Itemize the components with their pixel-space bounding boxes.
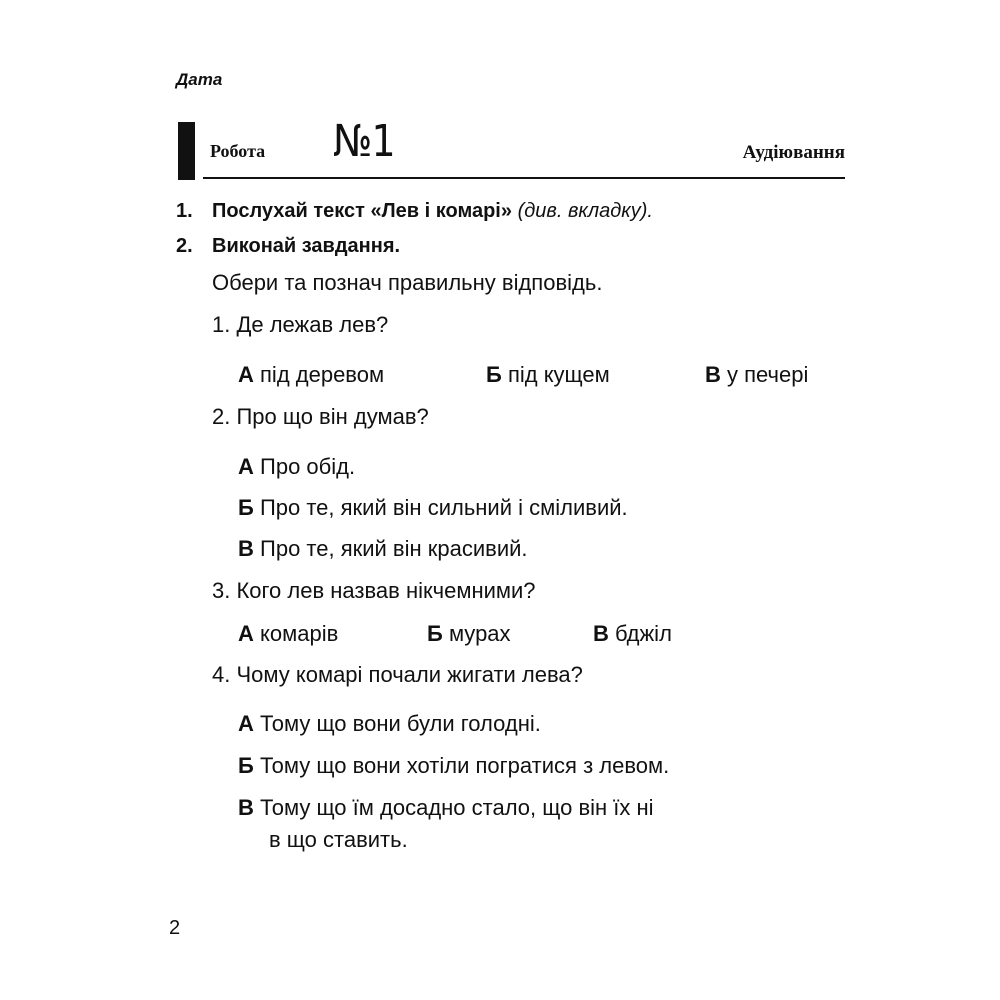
option-letter: Б xyxy=(238,753,254,778)
option-text: Про те, який він сильний і сміливий. xyxy=(259,495,628,520)
option-text: мурах xyxy=(448,621,511,646)
date-label: Дата xyxy=(176,70,223,89)
task-1 xyxy=(176,200,653,223)
header-bar xyxy=(178,122,195,180)
answer-option[interactable] xyxy=(427,621,511,647)
answer-option[interactable] xyxy=(486,362,610,388)
answer-option[interactable] xyxy=(238,536,528,562)
option-text: у печері xyxy=(727,362,809,387)
task-text: Послухай текст «Лев і комарі» xyxy=(212,200,512,222)
option-letter: А xyxy=(238,454,254,479)
option-text: Тому що їм досадно стало, що він їх ні xyxy=(260,795,654,820)
option-letter: В xyxy=(593,621,609,646)
question-4: 4. Чому комарі почали жигати лева? xyxy=(212,662,583,687)
answer-option[interactable] xyxy=(705,362,808,388)
answer-option[interactable] xyxy=(238,753,669,779)
question-2: 2. Про що він думав? xyxy=(212,404,429,429)
header-divider xyxy=(203,177,845,179)
task-number: 1. xyxy=(176,200,193,222)
option-letter: Б xyxy=(486,362,502,387)
option-letter: А xyxy=(238,362,254,387)
option-text: бджіл xyxy=(615,621,672,646)
work-label: Робота xyxy=(210,141,266,161)
option-text: Тому що вони були голодні. xyxy=(260,711,541,736)
option-letter: В xyxy=(705,362,721,387)
option-letter: В xyxy=(238,536,254,561)
option-text: Тому що вони хотіли погратися з левом. xyxy=(259,753,670,778)
answer-option[interactable] xyxy=(593,621,672,647)
option-continuation: в що ставить. xyxy=(269,827,408,852)
option-text: Про обід. xyxy=(260,454,356,479)
task-2 xyxy=(176,235,400,258)
question-1: 1. Де лежав лев? xyxy=(212,312,389,337)
page-number: 2 xyxy=(169,917,181,939)
task-text: Виконай завдання. xyxy=(212,235,401,257)
option-text: під кущем xyxy=(507,362,610,387)
option-letter: А xyxy=(238,621,254,646)
answer-option[interactable] xyxy=(238,621,338,647)
answer-option[interactable] xyxy=(238,454,355,480)
option-letter: В xyxy=(238,795,254,820)
task-note: (див. вкладку). xyxy=(517,200,653,222)
instruction: Обери та познач правильну відповідь. xyxy=(212,270,603,295)
work-number: №1 xyxy=(333,116,395,167)
option-text: Про те, який він красивий. xyxy=(260,536,528,561)
option-letter: А xyxy=(238,711,254,736)
answer-option[interactable] xyxy=(238,362,384,388)
section-title: Аудіювання xyxy=(742,142,845,163)
answer-option[interactable] xyxy=(238,711,541,737)
answer-option[interactable] xyxy=(238,495,628,521)
task-number: 2. xyxy=(176,235,193,257)
question-3: 3. Кого лев назвав нікчемними? xyxy=(212,578,536,603)
answer-option[interactable] xyxy=(238,795,654,821)
option-letter: Б xyxy=(427,621,443,646)
option-text: під деревом xyxy=(260,362,385,387)
option-text: комарів xyxy=(260,621,339,646)
option-letter: Б xyxy=(238,495,254,520)
